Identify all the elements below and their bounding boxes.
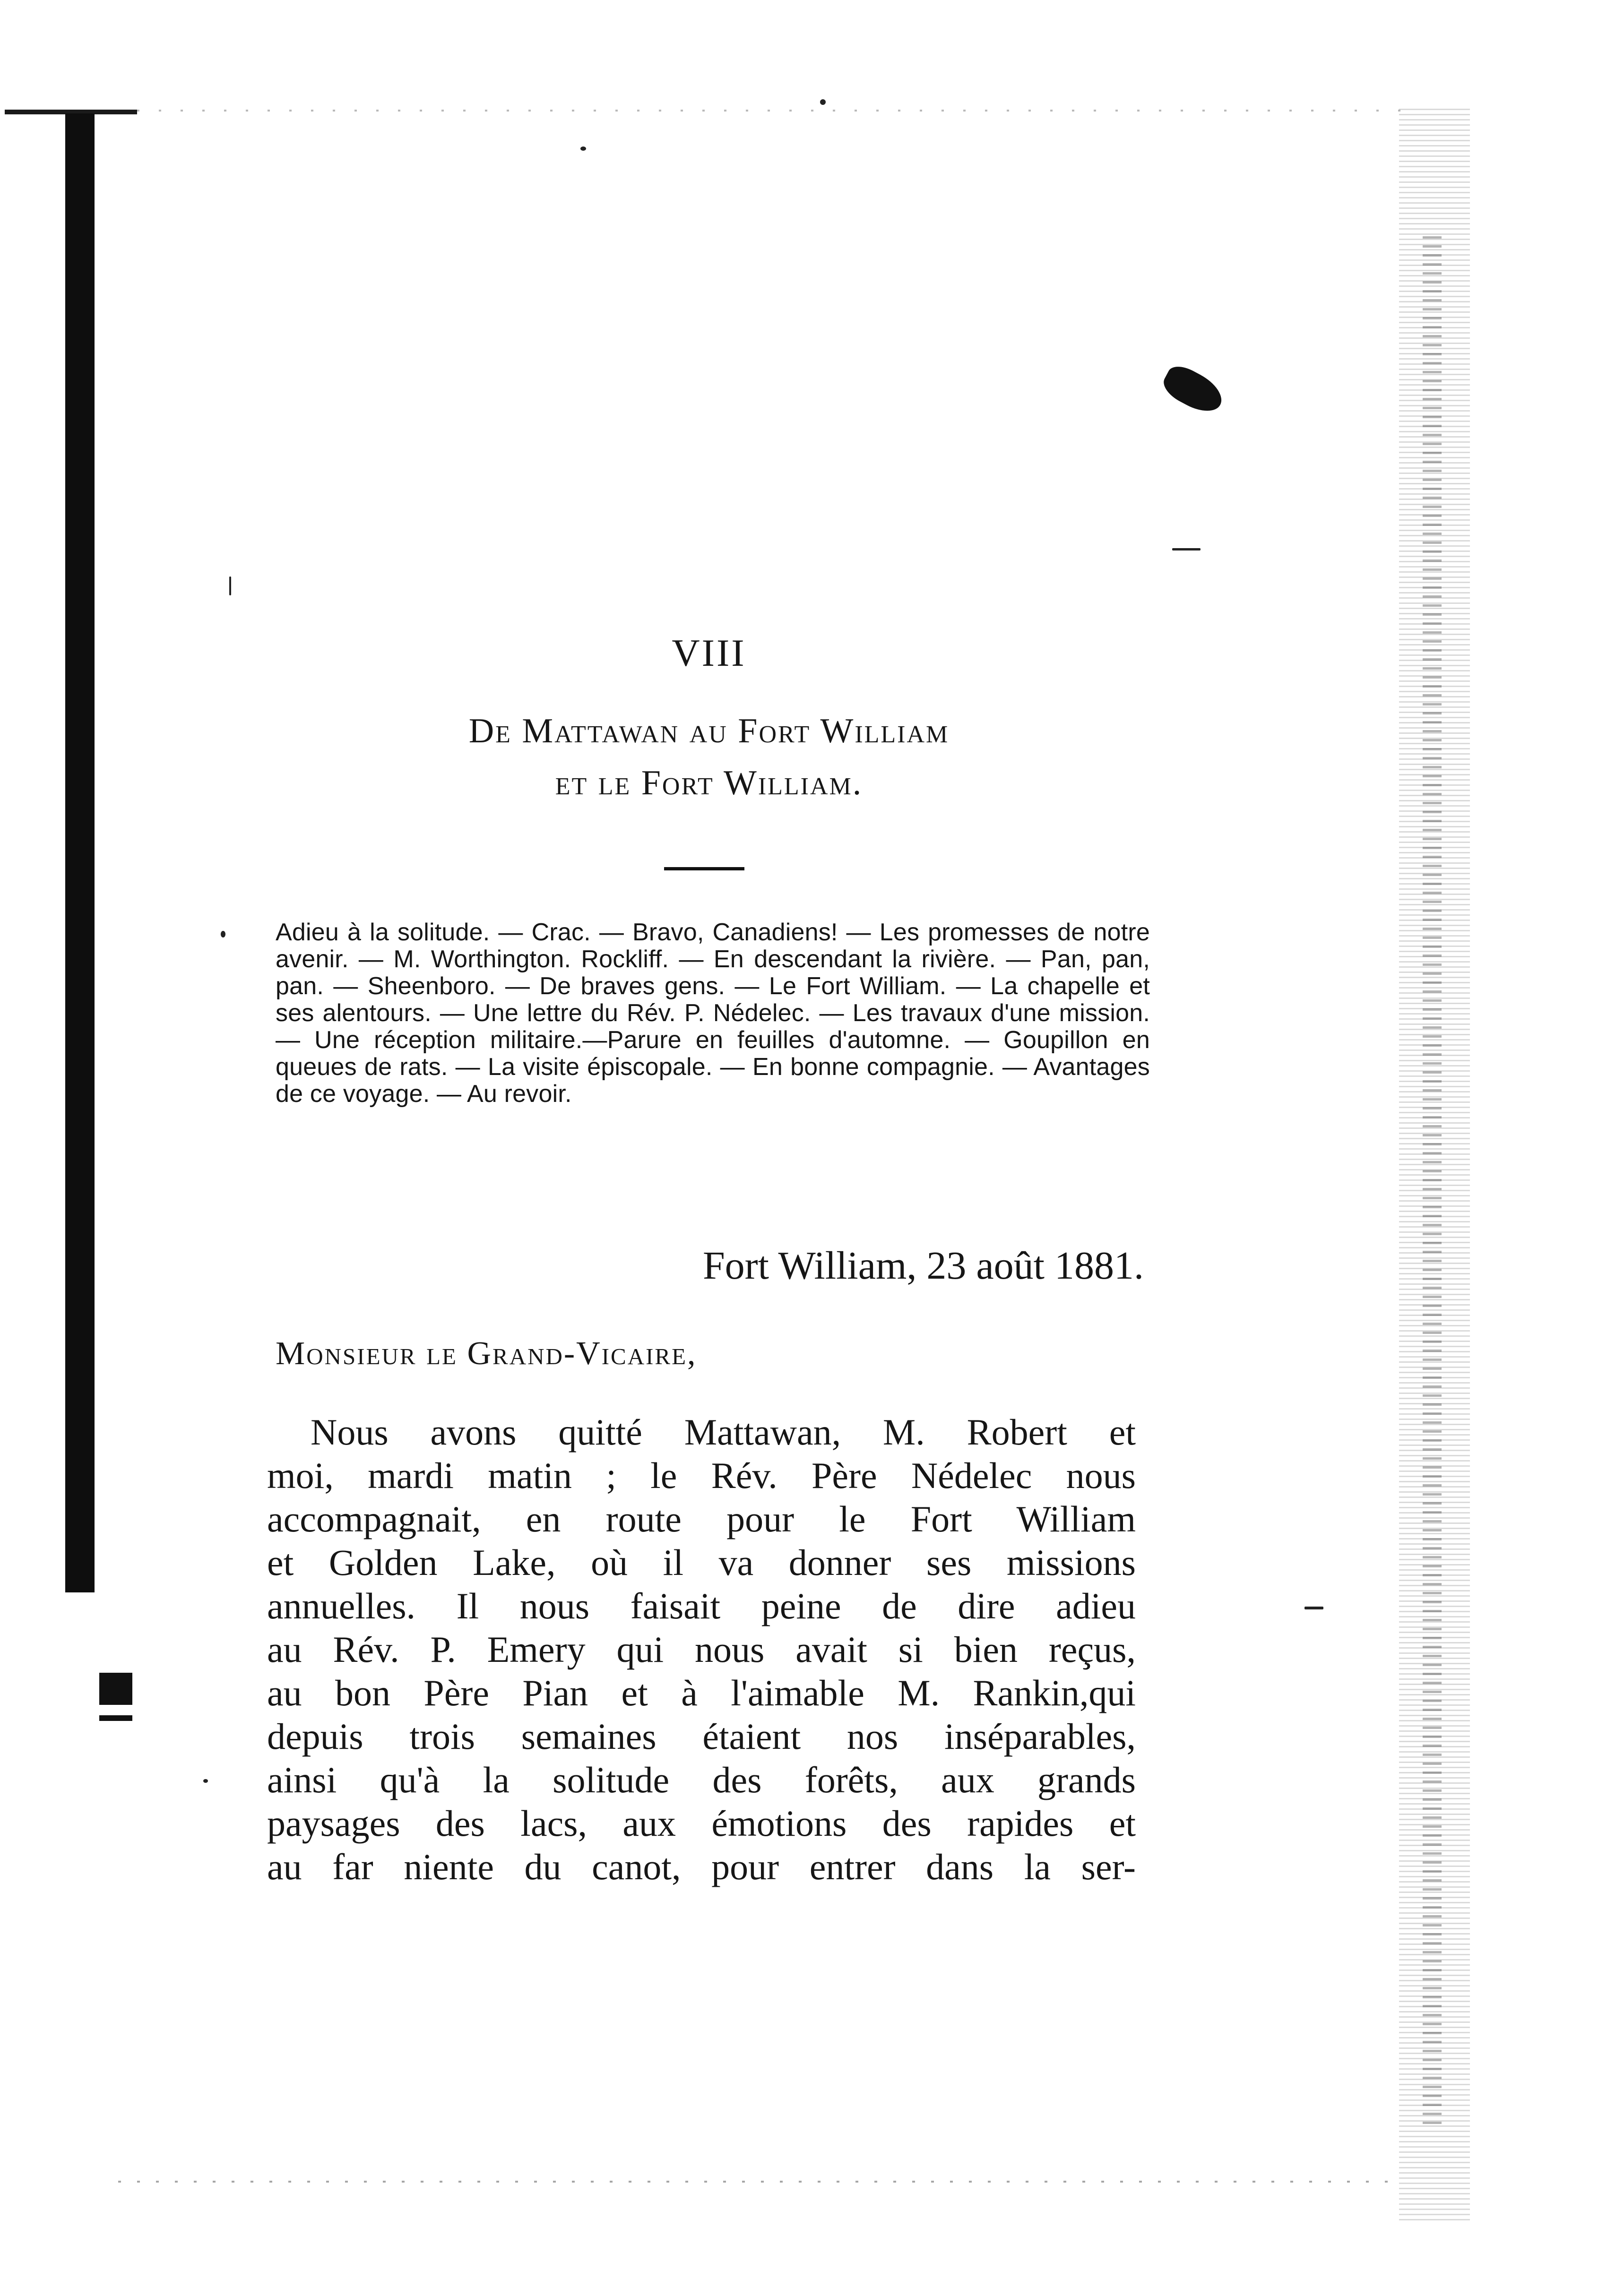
ink-speck: [1172, 548, 1201, 550]
letter-body: [267, 1410, 1136, 1889]
ink-speck: [580, 146, 586, 151]
scan-bottom-dots: [118, 2181, 1394, 2183]
letter-dateline: Fort William, 23 août 1881.: [702, 1244, 1144, 1288]
body-line: Nous avons quitté Mattawan, M. Robert et: [311, 1411, 1136, 1453]
scan-edge-noise: [1423, 236, 1442, 2126]
ink-speck: [229, 576, 231, 595]
body-line: depuis trois semaines étaient nos inséparables,: [267, 1716, 1136, 1757]
letter-salutation: Monsieur le Grand-Vicaire,: [276, 1335, 697, 1372]
body-line: annuelles. Il nous faisait peine de dire adieu: [267, 1585, 1136, 1626]
chapter-summary: Adieu à la solitude. — Crac. — Bravo, Canadiens! — Les promesses de notre avenir. — M. Worthington. Rockliff. — En descendant la rivière. — Pan, pan, pan. — Sheenboro. — De braves gens. — Le Fort William. — La chapelle et ses alentours. — Une lettre du Rév. P. Nédelec. — Les travaux d'une mission. — Une réception militaire.—Parure en feuilles d'automne. — Goupillon en queues de rats. — La visite épiscopale. — En bonne compagnie. — Avantages de ce voyage. — Au revoir.: [276, 919, 1150, 1108]
body-line: au bon Père Pian et à l'aimable M. Rankin,qui: [267, 1672, 1136, 1713]
ink-speck: [203, 1779, 208, 1783]
ink-blot: [1158, 361, 1228, 419]
body-line: ainsi qu'à la solitude des forêts, aux grands: [267, 1759, 1136, 1800]
ink-speck: [820, 99, 826, 105]
body-line: paysages des lacs, aux émotions des rapides et: [267, 1803, 1136, 1844]
chapter-number: VIII: [672, 631, 746, 674]
scan-binding-mark: [99, 1715, 132, 1721]
chapter-title-line-2: et le Fort William.: [555, 764, 863, 802]
scan-binding-shadow: [65, 113, 95, 1592]
scan-binding-mark: [99, 1673, 132, 1705]
title-rule: [664, 867, 744, 870]
ink-speck: [1304, 1607, 1323, 1609]
body-line: au far niente du canot, pour entrer dans la ser-: [267, 1846, 1136, 1887]
body-line: et Golden Lake, où il va donner ses missions: [267, 1542, 1136, 1583]
body-line: moi, mardi matin ; le Rév. Père Nédelec nous: [267, 1455, 1136, 1496]
chapter-title-line-1: De Mattawan au Fort William: [468, 712, 950, 750]
scan-top-dots: [137, 110, 1404, 112]
ink-speck: [221, 931, 225, 937]
body-line: accompagnait, en route pour le Fort William: [267, 1498, 1136, 1539]
body-line: au Rév. P. Emery qui nous avait si bien reçus,: [267, 1629, 1136, 1670]
